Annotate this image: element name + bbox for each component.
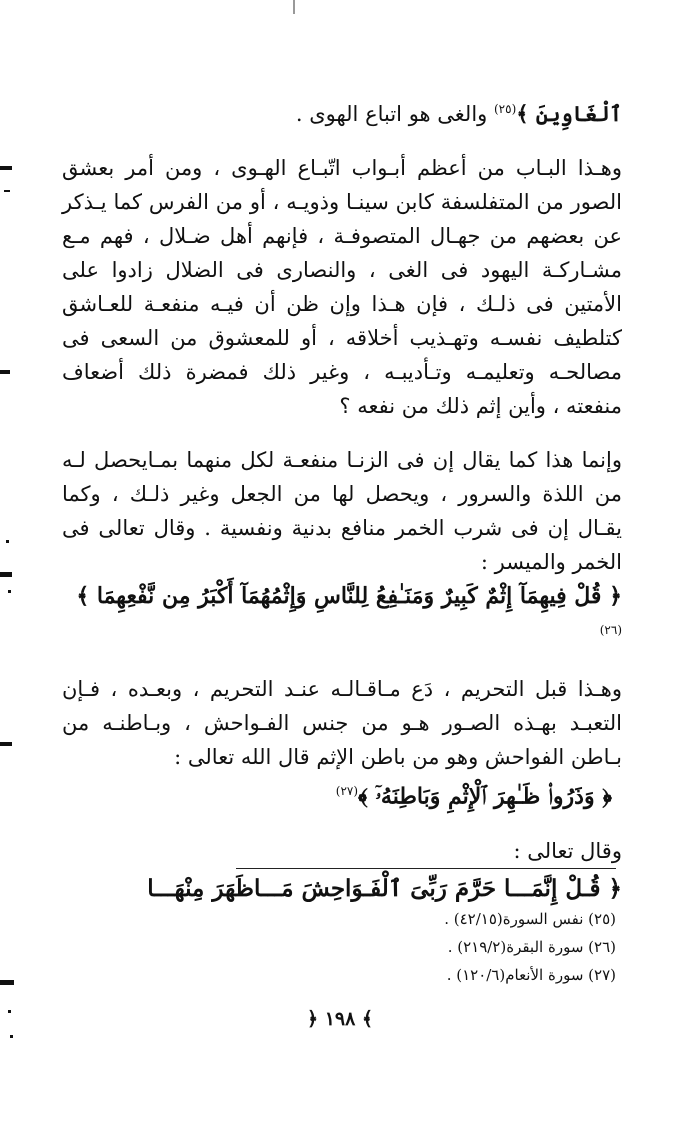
quran-verse-3: ﴿ قُـلْ إِنَّمَـــا حَرَّمَ رَبِّىَ ٱلْفَـوَاحِشَ مَـــاظَهَرَ مِنْهَـــا bbox=[147, 874, 622, 902]
quran-verse-1-text: ﴿ قُلْ فِيهِمَآ إِثْمٌ كَبِيرٌ وَمَنَـٰفِعُ لِلنَّاسِ وَإِثْمُهُمَآ أَكْبَرُ مِن نَّفْعِهِمَا ﴾ bbox=[76, 583, 622, 609]
scan-mark bbox=[0, 980, 14, 985]
footnote-ref-27: (٢٧) bbox=[335, 784, 359, 799]
quran-verse-2-text: ﴿ وَذَرُوا۟ ظَـٰهِرَ ٱلْإِثْمِ وَبَاطِنَهُۥٓ ﴾ bbox=[358, 783, 612, 810]
scan-mark bbox=[0, 370, 10, 374]
scan-mark bbox=[0, 742, 12, 746]
scan-mark bbox=[0, 572, 12, 577]
footnote-ref-26: (٢٦) bbox=[599, 623, 622, 637]
paragraph-1: وهـذا البـاب من أعظم أبـواب اتّبـاع الهـوى ، ومن أمر بعشق الصور من المتفلسفة كابن سينـا وذويـه ، أو من الفرس كما يـذكر عن بعضهم من جهـال المتصوفـة ، فإنهم أهل ضـلال ، فهم مـع مشـاركـة اليهود فى الغى ، والنصارى فى الضلال زادوا على الأمتين فى ذلـك ، فإن هـذا وإن ظن أن فيـه منفعـة للعـاشق كتلطيف نفسـه وتهـذيب أخلاقه ، أو للمعشوق من السعى فى مصالحـه وتعليمـه وتـأديبـه ، وغير ذلك فمضرة ذلك أضعاف منفعته ، وأين إثم ذلك من نفعه ؟ bbox=[62, 156, 622, 418]
opening-line bbox=[62, 92, 622, 131]
paragraph-2: وإنما هذا كما يقال إن فى الزنـا منفعـة لكل منهما بمـايحصل لـه من اللذة والسرور ، ويحصل لها من الجعل وغير ذلـك ، وكما يقـال إن فى شرب الخمر منافع بدنية ونفسية . وقال تعالى فى الخمر والميسر : bbox=[62, 448, 622, 574]
scan-mark bbox=[4, 190, 10, 192]
main-text bbox=[62, 92, 622, 906]
scan-mark bbox=[8, 1010, 11, 1013]
page-edge-mark bbox=[293, 0, 295, 14]
footnote-divider bbox=[236, 868, 616, 869]
paragraph-4: وقال تعالى : bbox=[513, 838, 622, 863]
quran-verse-1 bbox=[62, 579, 622, 652]
footnote-25: (٢٥) نفس السورة(٤٢/١٥) . bbox=[444, 910, 616, 928]
scan-mark bbox=[10, 1035, 13, 1038]
footnote-ref-25: (٢٥) bbox=[493, 102, 517, 116]
footnote-26: (٢٦) سورة البقرة(٢١٩/٢) . bbox=[447, 938, 616, 956]
verse-fragment: ٱلْغَاوِينَ ﴾ bbox=[516, 101, 622, 126]
scan-mark bbox=[0, 166, 12, 170]
page-number: ﴿ ١٩٨ ﴾ bbox=[306, 1008, 374, 1030]
scan-mark bbox=[6, 540, 9, 543]
paragraph-3: وهـذا قبل التحريم ، دَع مـاقـالـه عنـد التحريم ، وبعـده ، فـإن التعبـد بهـذه الصـور هـو من جنس الفـواحش ، وبـاطنـه من بـاطن الفواحش وهو من باطن الإثم قال الله تعالى : bbox=[62, 677, 622, 770]
footnote-27: (٢٧) سورة الأنعام(١٢٠/٦) . bbox=[446, 966, 616, 984]
scan-mark bbox=[8, 590, 11, 593]
footnotes bbox=[200, 905, 616, 989]
quran-verse-2 bbox=[62, 774, 622, 813]
opening-line-text: والغى هو اتباع الهوى . bbox=[295, 102, 494, 126]
